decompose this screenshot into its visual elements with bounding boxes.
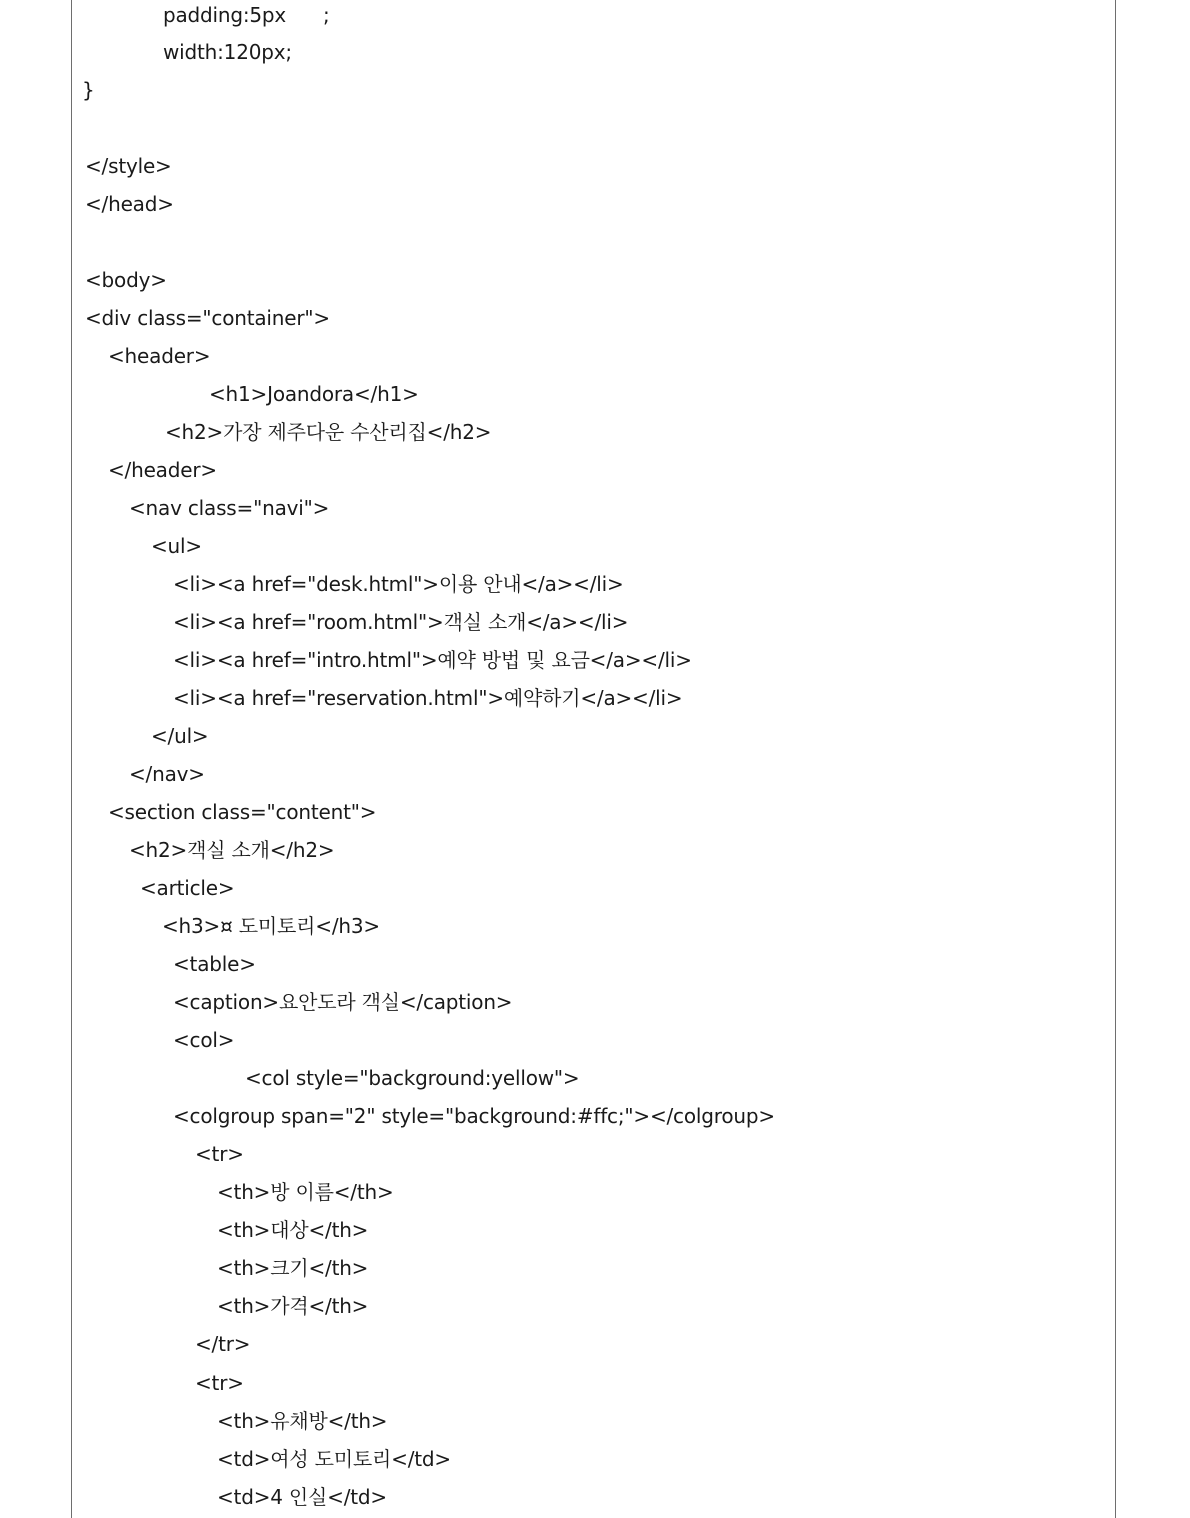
code-line: <tr> xyxy=(195,1371,244,1395)
code-line: <nav class="navi"> xyxy=(129,496,330,520)
code-line: <article> xyxy=(140,876,235,900)
code-line: <section class="content"> xyxy=(108,800,377,824)
code-line: <colgroup span="2" style="background:#ffc;"></colgroup> xyxy=(173,1104,775,1128)
code-line: </head> xyxy=(85,192,174,216)
code-line: <tr> xyxy=(195,1142,244,1166)
code-line: <header> xyxy=(108,344,211,368)
code-line: <body> xyxy=(85,268,167,292)
code-line: <caption>요안도라 객실</caption> xyxy=(173,990,513,1014)
code-line: </ul> xyxy=(151,724,209,748)
code-line: <col style="background:yellow"> xyxy=(245,1066,580,1090)
code-line: </style> xyxy=(85,154,172,178)
code-line: <h2>가장 제주다운 수산리집</h2> xyxy=(165,420,492,444)
code-line: <div class="container"> xyxy=(85,306,330,330)
code-line: <h1>Joandora</h1> xyxy=(209,382,419,406)
code-line: <th>크기</th> xyxy=(217,1256,369,1280)
code-line: <th>유채방</th> xyxy=(217,1409,388,1433)
code-line: <td>4 인실</td> xyxy=(217,1485,387,1509)
code-line: width:120px; xyxy=(163,40,292,64)
code-line: <td>여성 도미토리</td> xyxy=(217,1447,451,1471)
code-line: <table> xyxy=(173,952,256,976)
code-line: <h2>객실 소개</h2> xyxy=(129,838,335,862)
code-line: <th>대상</th> xyxy=(217,1218,369,1242)
code-line: </nav> xyxy=(129,762,205,786)
code-line: </tr> xyxy=(195,1332,251,1356)
code-line: } xyxy=(82,78,95,102)
code-line: <li><a href="desk.html">이용 안내</a></li> xyxy=(173,572,624,596)
code-line: <th>방 이름</th> xyxy=(217,1180,394,1204)
code-line: <col> xyxy=(173,1028,235,1052)
code-line: <li><a href="room.html">객실 소개</a></li> xyxy=(173,610,629,634)
code-line: <li><a href="intro.html">예약 방법 및 요금</a></li> xyxy=(173,648,692,672)
code-line: <th>가격</th> xyxy=(217,1294,369,1318)
code-line: <h3>¤ 도미토리</h3> xyxy=(162,914,380,938)
code-line: padding:5px ; xyxy=(163,3,330,27)
code-line: <ul> xyxy=(151,534,202,558)
code-line: </header> xyxy=(108,458,217,482)
code-line: <li><a href="reservation.html">예약하기</a></li> xyxy=(173,686,683,710)
